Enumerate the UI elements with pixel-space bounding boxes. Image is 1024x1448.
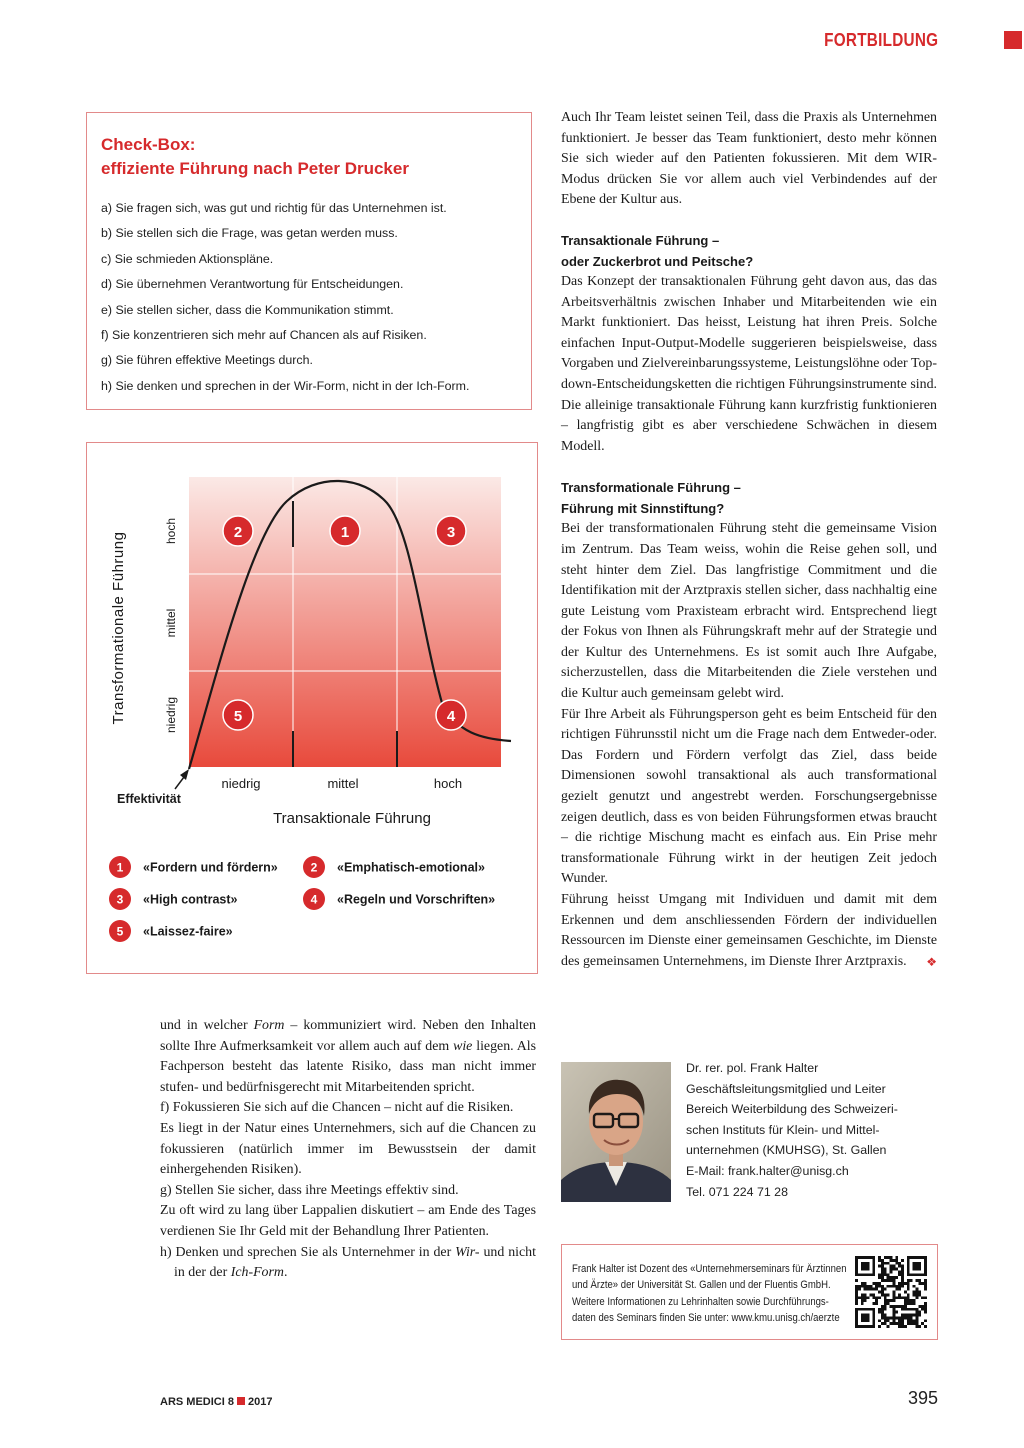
y-level-mid: mittel (164, 608, 178, 638)
svg-text:3: 3 (446, 524, 456, 541)
footer-marker (237, 1397, 245, 1405)
y-level-high: hoch (164, 517, 178, 545)
seminar-note-text: Frank Halter ist Dozent des «Unternehmerseminars für Ärztinnen und Ärzte» der Universität St. Gallen und der Fluentis GmbH. Weitere Informationen zu Lehrinhalten sowie Durchführungs- daten des Seminars finden Sie unter: www.kmu.unisg.ch/aerzte (572, 1263, 847, 1325)
svg-text:1: 1 (116, 860, 124, 875)
author-name: Dr. rer. pol. Frank Halter (686, 1061, 819, 1075)
qr-code-icon[interactable] (855, 1256, 927, 1328)
subheading: Transformationale Führung – Führung mit Sinnstiftung? (561, 480, 741, 517)
checkbox-panel (86, 112, 532, 410)
svg-text:1: 1 (340, 524, 350, 541)
checkbox-item: f) Sie konzentrieren sich mehr auf Chancen als auf Risiken. (101, 328, 427, 343)
author-info (686, 1058, 898, 1202)
origin-arrowhead (180, 769, 189, 780)
legend-4 (303, 888, 495, 910)
checkbox-item: e) Sie stellen sicher, dass die Kommunikation stimmt. (101, 302, 394, 317)
y-axis-title: Transformationale Führung (110, 531, 127, 725)
page-number: 395 (907, 1388, 938, 1408)
section-label: FORTBILDUNG (823, 30, 938, 50)
author-role: Geschäftsleitungsmitglied und Leiter (686, 1081, 886, 1096)
checkbox-title: Check-Box: effiziente Führung nach Peter Drucker (101, 135, 409, 178)
legend-1 (109, 856, 278, 878)
x-level-low: niedrig (221, 776, 261, 791)
legend-5 (109, 920, 233, 942)
x-level-high: hoch (433, 776, 463, 791)
paragraph: Für Ihre Arbeit als Führungsperson geht es beim Entscheid für den richtigen Führunsstil nicht um die Frage nach dem Entweder-oder. Das Fordern und Fördern verfolgt das Ziel, dass beide Dimensionen sowohl transaktional als auch transformational gezielt genutzt und angestrebt werden. Forschungsergebnisse zeigen deutlich, dass es von beiden Führungsformen etwas braucht – die richtige Mischung macht es einfach aus. Ein Prise mehr transformationale Führung wirkt in der heutigen Zeit jedoch Wunder. (561, 706, 937, 887)
diagram-svg (87, 443, 537, 973)
checkbox-list (101, 196, 526, 399)
x-level-mid: mittel (327, 776, 359, 791)
footer-journal: ARS MEDICI 8 2017 (160, 1396, 273, 1408)
marker-2 (223, 516, 253, 546)
svg-text:5: 5 (233, 708, 243, 725)
author-role: schen Instituts für Klein- und Mittel- (686, 1122, 880, 1137)
paragraph: Auch Ihr Team leistet seinen Teil, dass die Praxis als Unternehmen funktioniert. Je besser das Team funktioniert, desto mehr können Sie sich wieder auf den Patienten fokussieren. Mit dem WIR-Modus drücken Sie vor allem auch viel Verbindendes auf der Ebene der Kultur aus. (561, 110, 937, 208)
checkbox-item: g) Sie führen effektive Meetings durch. (101, 353, 313, 368)
list-item: f) Fokussieren Sie sich auf die Chancen – nicht auf die Risiken. (160, 1100, 514, 1116)
svg-text:«Laissez-faire»: «Laissez-faire» (143, 924, 233, 939)
paragraph: Das Konzept der transaktionalen Führung geht davon aus, das das Arbeitsverhältnis zwischen Inhaber und Mitarbeitenden wie ein Markt funktioniert. Das heisst, Leistung hat ihren Preis. Solche einfachen Input-Output-Modelle suggerieren beispielsweise, dass Vorgaben und Zielvereinbarungssysteme, Leistungslöhne oder Top-down-Entscheidungsketten die richtigen Führungsinstrumente sind. Die alleinige transaktionale Führung kann kurzfristig funktionieren – langfristig gibt es aber verschiedene Schwächen in diesem Modell. (561, 273, 937, 454)
svg-text:4: 4 (446, 708, 456, 725)
seminar-note (561, 1244, 938, 1340)
checkbox-item: h) Sie denken und sprechen in der Wir-Form, nicht in der Ich-Form. (101, 378, 470, 393)
svg-text:3: 3 (116, 892, 124, 907)
leadership-diagram (86, 442, 538, 974)
svg-text:4: 4 (310, 892, 318, 907)
legend-3 (109, 888, 238, 910)
svg-text:«High contrast»: «High contrast» (143, 892, 238, 907)
subheading: Transaktionale Führung – oder Zuckerbrot und Peitsche? (561, 232, 754, 269)
legend-2 (303, 856, 485, 878)
checkbox-item: b) Sie stellen sich die Frage, was getan werden muss. (101, 226, 398, 241)
checkbox-item: a) Sie fragen sich, was gut und richtig für das Unternehmen ist. (101, 201, 447, 215)
author-email: E-Mail: frank.halter@unisg.ch (686, 1163, 849, 1178)
svg-text:5: 5 (116, 924, 124, 939)
paragraph: Bei der transformationalen Führung steht die gemeinsame Vision im Zentrum. Das Team weiss, wohin die Reise gehen soll, und steht hinter dem Ziel. Das langfristige Commitment und die Identifikation mit der Arztpraxis stellen sicher, dass nachhaltig eine gute Leistung vom Praxisteam erbracht wird. Entsprechend liegt der Fokus von Ihnen als Führungskraft mehr auf der Strategie und der Kultur des Unternehmens. Es ist somit auch Ihre Aufgabe, sicherzustellen, dass die Mitarbeitenden die Ziele verstehen und die Kultur auch gemeinsam gelebt wird. (561, 521, 937, 702)
y-level-low: niedrig (164, 696, 178, 734)
paragraph: Führung heisst Umgang mit Individuen und damit mit dem Erkennen und dem anschliessenden Fördern der individuellen Ressourcen im Dienste einer gemeinsamen Geschichte, im Dienste des gemeinsamen Unternehmens, im Dienste Ihrer Arztpraxis. ❖ (561, 890, 937, 972)
section-marker (1004, 31, 1022, 49)
marker-1 (330, 516, 360, 546)
origin-label: Effektivität (117, 792, 181, 806)
author-role: Bereich Weiterbildung des Schweizeri- (686, 1102, 898, 1117)
svg-text:«Fordern und fördern»: «Fordern und fördern» (143, 860, 278, 875)
author-phone: Tel. 071 224 71 28 (686, 1184, 788, 1199)
author-role: unternehmen (KMUHSG), St. Gallen (686, 1143, 887, 1158)
paragraph: und in welcher Form – kommuniziert wird. Neben den Inhalten sollte Ihre Aufmerksamkeit vor allem auch auf dem wie liegen. Als Fachperson besteht das latente Risiko, dass man nicht immer stufen- und bedürfnisgerecht mit Mitarbeitenden spricht. (160, 1018, 536, 1095)
svg-text:2: 2 (310, 860, 318, 875)
svg-text:«Regeln und Vorschriften»: «Regeln und Vorschriften» (337, 892, 496, 907)
marker-4 (436, 700, 466, 730)
marker-3 (436, 516, 466, 546)
left-column (160, 1016, 536, 1284)
list-item: g) Stellen Sie sicher, dass ihre Meetings effektiv sind. (160, 1182, 459, 1198)
checkbox-item: d) Sie übernehmen Verantwortung für Entscheidungen. (101, 277, 404, 292)
marker-5 (223, 700, 253, 730)
right-column (561, 108, 937, 972)
author-photo (561, 1062, 671, 1202)
end-mark: ❖ (926, 954, 937, 969)
paragraph: Zu oft wird zu lang über Lappalien diskutiert – am Ende des Tages verdienen Sie Ihr Geld mit der Behandlung Ihrer Patienten. (160, 1203, 536, 1239)
checkbox-item: c) Sie schmieden Aktionspläne. (101, 251, 274, 266)
list-item: h) Denken und sprechen Sie als Unternehmer in der Wir- und nicht in der der Ich-Form. (160, 1244, 536, 1281)
paragraph: Es liegt in der Natur eines Unternehmers, sich auf die Chancen zu fokussieren (natürlich immer im Bewusstsein der damit einhergehenden Risiken). (160, 1120, 536, 1178)
x-axis-title: Transaktionale Führung (273, 810, 431, 827)
svg-text:«Emphatisch-emotional»: «Emphatisch-emotional» (337, 860, 485, 875)
svg-text:2: 2 (233, 524, 243, 541)
